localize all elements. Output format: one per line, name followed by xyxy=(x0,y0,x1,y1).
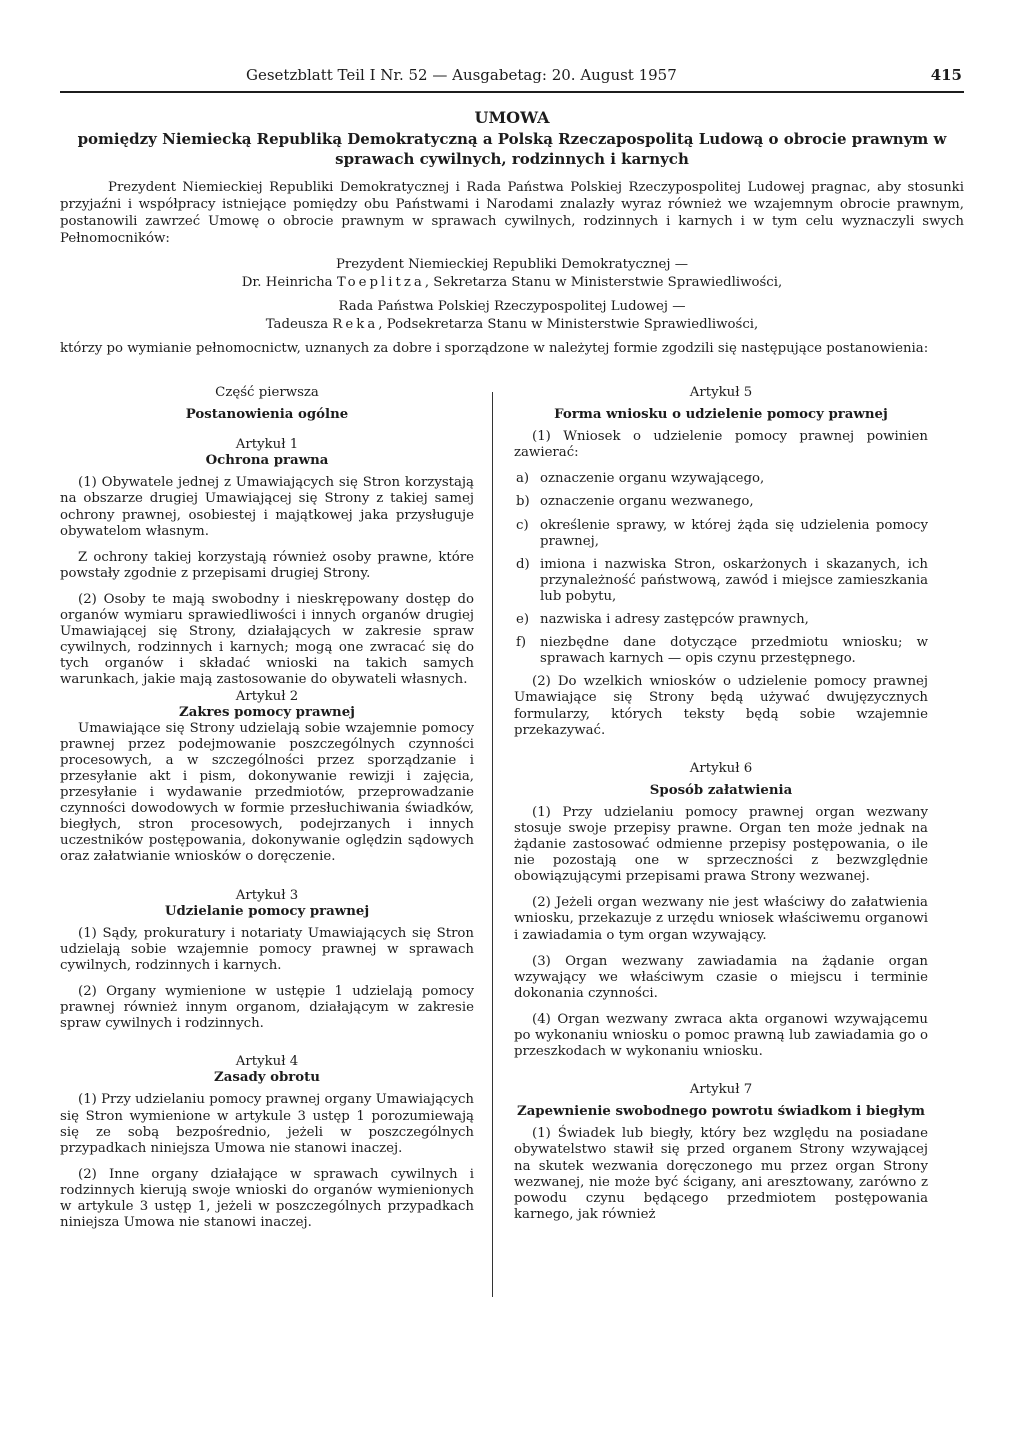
article-paragraph: (1) Sądy, prokuratury i notariaty Umawiających się Stron udzielają sobie wzajemnie pomocy prawnej w sprawach cywilnych, rodzinnych i karnych. xyxy=(60,925,474,973)
delegate-role: , Podsekretarza Stanu w Ministerstwie Sprawiedliwości, xyxy=(378,316,759,332)
delegate-surname: Toeplitza xyxy=(336,274,425,290)
article-paragraph: (2) Do wzelkich wniosków o udzielenie pomocy prawnej Umawiające się Strony będą używać dwujęzycznych formularzy, których teksty będą sobie wzajemnie przekazywać. xyxy=(514,674,928,738)
list-item: d) imiona i nazwiska Stron, oskarżonych i skazanych, ich przynależność państwową, zawód i miejsce zamieszkania lub pobytu, xyxy=(516,556,928,604)
document-subtitle: pomiędzy Niemiecką Republiką Demokratyczną a Polską Rzeczapospolitą Ludową o obrocie prawnym w sprawach cywilnych, rodzinnych i karnych xyxy=(77,130,947,168)
list-item: c) określenie sprawy, w której żąda się udzielenia pomocy prawnej, xyxy=(516,517,928,549)
running-title: Gesetzblatt Teil I Nr. 52 — Ausgabetag: 20. August 1957 xyxy=(246,66,677,84)
article-label: Artykuł 4 xyxy=(235,1054,299,1070)
requirements-list xyxy=(514,471,928,667)
article-title: Ochrona prawna xyxy=(205,453,329,469)
article-paragraph: (1) Wniosek o udzielenie pomocy prawnej powinien zawierać: xyxy=(514,429,928,461)
article-label: Artykuł 5 xyxy=(689,385,753,400)
delegate-line xyxy=(60,316,964,334)
delegate-line xyxy=(60,274,964,292)
article-title: Zasady obrotu xyxy=(214,1070,320,1086)
document-title: UMOWA xyxy=(474,108,550,127)
article-paragraph: (1) Przy udzielaniu pomocy prawnej organ wezwany stosuje swoje przepisy prawne. Organ ten może jednak na żądanie zastosować odmienne przepisy postępowania, o ile nie pozostają one w sprzeczności z bezwzględnie obowiązującymi przepisami prawa Strony wezwanej. xyxy=(514,804,928,885)
article-paragraph: (3) Organ wezwany zawiadamia na żądanie organ wzywający we właściwym czasie o miejscu i terminie dokonania czynności. xyxy=(514,953,928,1001)
article-paragraph: Umawiające się Strony udzielają sobie wzajemnie pomocy prawnej przez podejmowanie poszczególnych czynności procesowych, a w szczególności przez sporządzanie i przesyłanie akt i pism, dokonywanie rewizji i zajęcia, przesyłanie i wydawanie przedmiotów, przeprowadzanie czynności dowodowych w formie przesłuchiwania świadków, biegłych, stron procesowych, podejrzanych i innych uczestników postępowania, dokonywanie oględzin sądowych oraz załatwianie wniosków o doręczenie. xyxy=(60,720,474,865)
page-number: 415 xyxy=(930,66,962,84)
article-label: Artykuł 7 xyxy=(689,1082,753,1098)
preamble: Prezydent Niemieckiej Republiki Demokratycznej i Rada Państwa Polskiej Rzeczypospolitej Ludowej pragnac, aby stosunki przyjaźni i współpracy istniejące pomiędzy obu Państwami i Narodami znalazły wyraz również we wzajemnym obrocie prawnym, postanowili zawrzeć Umowę o obrocie prawnym w sprawach cywilnych, rodzinnych i karnych i w tym celu wyznaczyli swych Pełnomocników: xyxy=(60,180,964,247)
article-paragraph: Z ochrony takiej korzystają również osoby prawne, które powstały zgodnie z przepisami drugiej Strony. xyxy=(60,549,474,581)
delegate-surname: Reka xyxy=(332,316,379,332)
article-title: Udzielanie pomocy prawnej xyxy=(164,903,370,919)
list-item: a) oznaczenie organu wzywającego, xyxy=(516,471,765,487)
running-header xyxy=(60,66,964,88)
article-label: Artykuł 3 xyxy=(235,887,299,903)
article-title: Zapewnienie swobodnego powrotu świadkom i biegłym xyxy=(516,1104,925,1120)
delegate-block xyxy=(60,256,964,291)
left-column xyxy=(60,385,474,1231)
article-paragraph: (1) Świadek lub biegły, który bez względu na posiadane obywatelstwo stawił się przed organem Strony wzywającej na skutek wezwania doręczonego mu przez organ Strony wezwanej, nie może być ścigany, ani aresztowany, zarówno z powodu czynu będącego przedmiotem postępowania karnego, jak również xyxy=(514,1126,928,1222)
article-paragraph: (2) Inne organy działające w sprawach cywilnych i rodzinnych kierują swoje wnioski do organów wymienionych w artykule 3 ustęp 1, jeżeli w poszczególnych przypadkach niniejsza Umowa nie stanowi inaczej. xyxy=(60,1166,474,1231)
list-item: b) oznaczenie organu wezwanego, xyxy=(516,494,754,510)
delegate-principal: Prezydent Niemieckiej Republiki Demokratycznej — xyxy=(335,257,689,272)
right-column xyxy=(514,385,928,1223)
delegate-prefix: Dr. Heinricha xyxy=(241,274,333,290)
article-paragraph: (1) Obywatele jednej z Umawiających się Stron korzystają na obszarze drugiej Umawiającej się Strony z takiej samej ochrony prawnej, osobiestej i majątkowej jaka przysługuje obywatelom własnym. xyxy=(60,475,474,539)
article-paragraph: (1) Przy udzielaniu pomocy prawnej organy Umawiających się Stron wymienione w artykule 3 ustęp 1 porozumiewają się ze sobą bezpośrednio, jeżeli w poszczególnych przypadkach niniejsza Umowa nie stanowi inaczej. xyxy=(60,1092,474,1156)
delegate-block xyxy=(60,298,964,333)
article-label: Artykuł 2 xyxy=(235,688,299,704)
header-rule xyxy=(60,91,964,93)
article-paragraph: (2) Organy wymienione w ustępie 1 udzielają pomocy prawnej również innym organom, działającym w zakresie spraw cywilnych i rodzinnych. xyxy=(60,984,474,1032)
delegate-role: , Sekretarza Stanu w Ministerstwie Sprawiedliwości, xyxy=(424,274,783,290)
article-paragraph: (4) Organ wezwany zwraca akta organowi wzywającemu po wykonaniu wniosku o pomoc prawną lub zawiadamia go o przeszkodach w wykonaniu wniosku. xyxy=(514,1011,928,1060)
article-paragraph: (2) Osoby te mają swobodny i nieskrępowany dostęp do organów wymiaru sprawiedliwości i innych organów drugiej Umawiającej się Strony, działających w zakresie spraw cywilnych, rodzinnych i karnych; mogą one zwracać się do tych organów i składać wnioski na takich samych warunkach, jakie mają zastosowanie do obywateli własnych. xyxy=(60,591,474,688)
delegate-prefix: Tadeusza xyxy=(265,316,329,332)
post-delegates: którzy po wymianie pełnomocnictw, uznanych za dobre i sporządzone w należytej formie zgodzili się następujące postanowienia: xyxy=(60,341,929,356)
article-label: Artykuł 6 xyxy=(689,760,753,776)
document-page xyxy=(60,0,964,1430)
column-divider xyxy=(492,392,493,1297)
part-title: Postanowienia ogólne xyxy=(185,407,349,423)
article-paragraph: (2) Jeżeli organ wezwany nie jest właściwy do załatwienia wniosku, przekazuje z urzędu wniosek właściwemu organowi i zawiadamia o tym organ wzywający. xyxy=(514,895,928,943)
article-title: Sposób załatwienia xyxy=(649,782,793,798)
article-title: Zakres pomocy prawnej xyxy=(179,704,355,720)
list-item: e) nazwiska i adresy zastępców prawnych, xyxy=(516,612,809,628)
article-title: Forma wniosku o udzielenie pomocy prawnej xyxy=(554,407,888,423)
delegate-principal: Rada Państwa Polskiej Rzeczypospolitej Ludowej — xyxy=(338,299,686,314)
list-item: f) niezbędne dane dotyczące przedmiotu wniosku; w sprawach karnych — opis czynu przestępnego. xyxy=(516,635,928,667)
part-label: Część pierwsza xyxy=(215,385,319,400)
article-label: Artykuł 1 xyxy=(235,437,299,453)
